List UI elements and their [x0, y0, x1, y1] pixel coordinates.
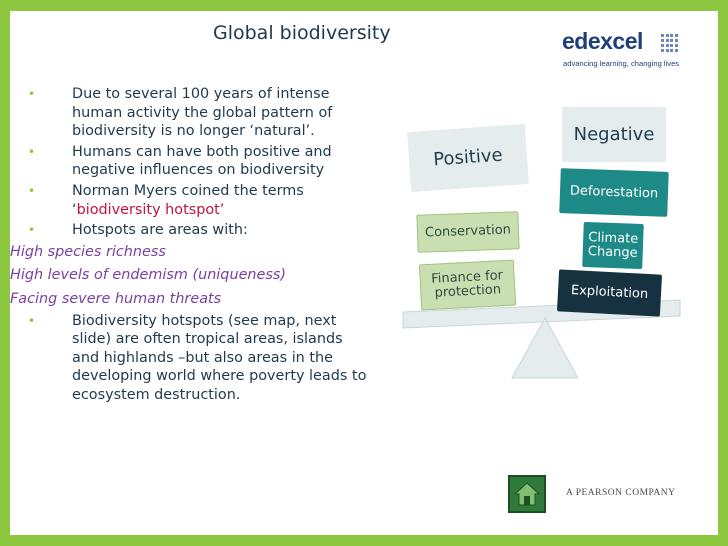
hotspot-criterion: High levels of endemism (uniqueness) [10, 267, 287, 284]
highlight-term: biodiversity hotspot’ [76, 201, 225, 218]
slide-title: Global biodiversity [213, 22, 391, 44]
hotspot-criterion: High species richness [10, 243, 166, 260]
home-icon [510, 477, 544, 511]
bullet-text: Due to several 100 years of intense human activity the global pattern of biodiversity is no longer ‘natural’. [72, 86, 333, 140]
logo-tagline: advancing learning, changing lives [563, 59, 680, 68]
bullet-icon: • [28, 313, 36, 328]
bullet-text: Hotspots are areas with: [72, 222, 248, 239]
bullet-icon: • [28, 144, 36, 159]
bullet-text: Biodiversity hotspots (see map, next slide) are often tropical areas, islands and highlands –but also areas in the developing world where poverty leads to ecosystem destruction. [72, 312, 367, 403]
home-button[interactable] [508, 475, 546, 513]
bullet-icon: • [28, 223, 36, 238]
logo-wordmark: edexcel [562, 28, 643, 54]
negative-item: Deforestation [559, 168, 669, 217]
bullet-icon: • [28, 87, 36, 101]
positive-item: Conservation [416, 211, 519, 253]
negative-item: Climate Change [582, 222, 644, 269]
positive-item: Finance for protection [419, 260, 516, 311]
negative-item: Exploitation [557, 269, 662, 316]
hotspot-criterion: Facing severe human threats [10, 290, 222, 307]
bullet-text: Norman Myers coined the terms ‘ [72, 182, 304, 218]
positive-label: Positive [407, 124, 529, 192]
fulcrum [512, 318, 578, 378]
bullet-icon: • [28, 183, 36, 198]
negative-label: Negative [562, 107, 666, 162]
pearson-company: A PEARSON COMPANY [566, 488, 676, 498]
bullet-text: Humans can have both positive and negative influences on biodiversity [72, 143, 332, 179]
